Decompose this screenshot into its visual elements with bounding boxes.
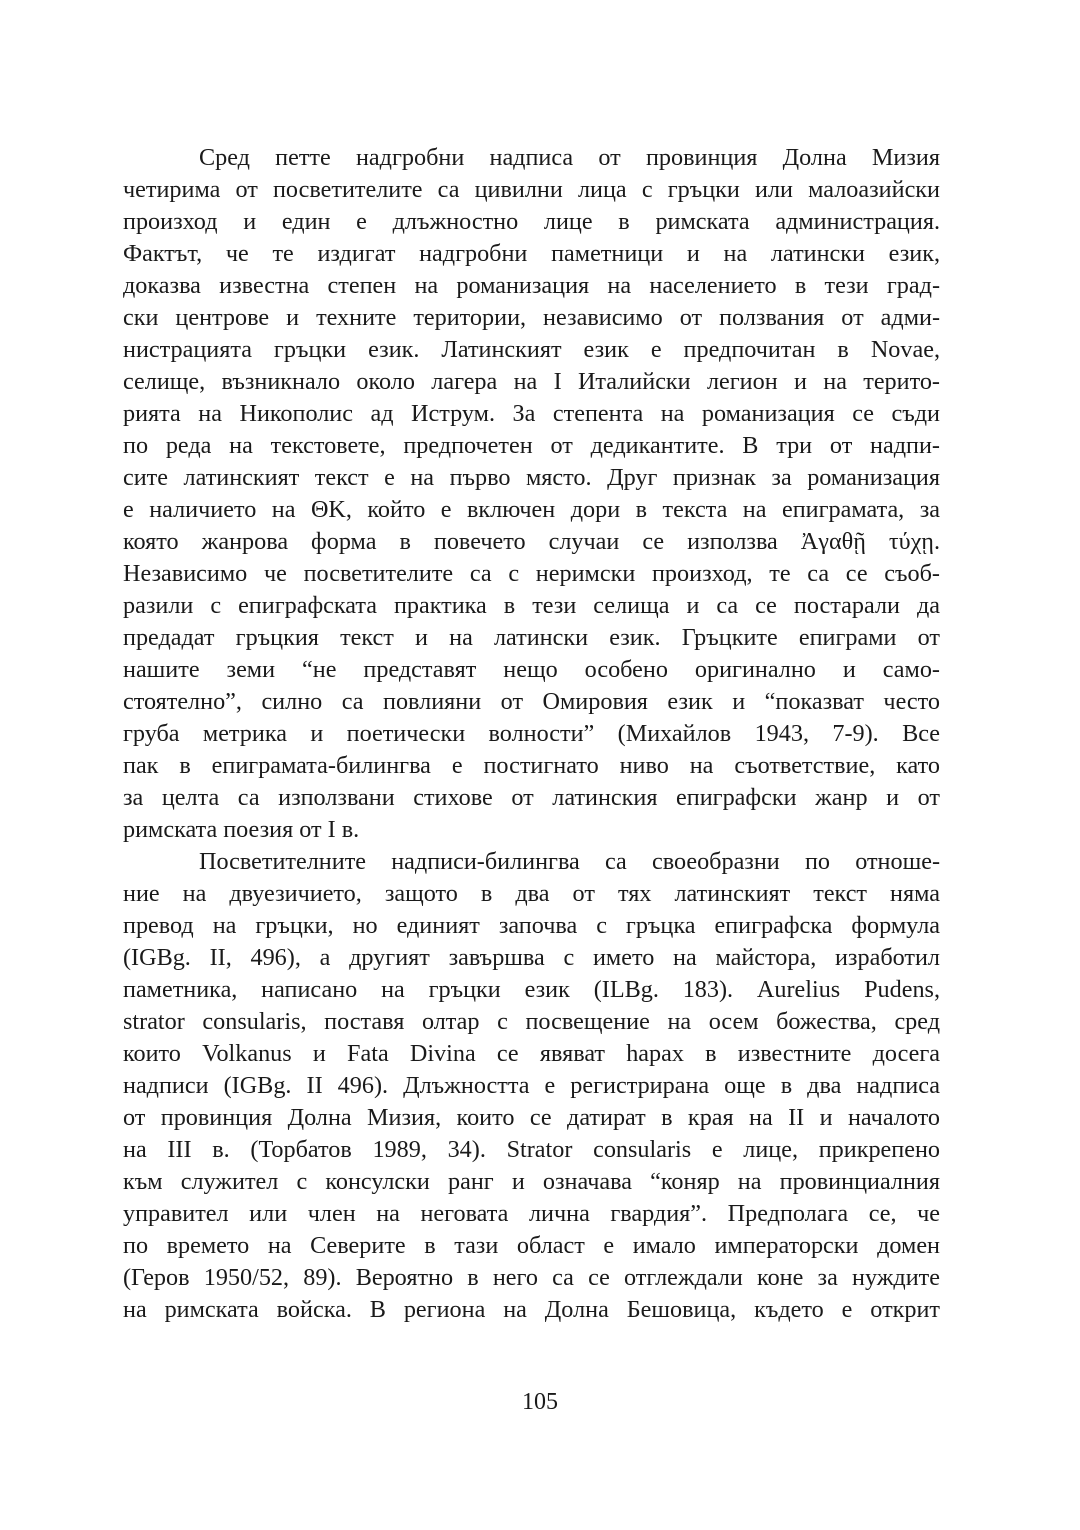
- text-line: рията на Никополис ад Иструм. За степента на романизация се съди: [123, 400, 940, 427]
- text-line: която жанрова форма в повечето случаи се използва Ἀγαθῇ τύχῃ.: [123, 528, 940, 555]
- text-line: Посветителните надписи-билингва са своеобразни по отноше-: [199, 848, 940, 875]
- text-line: произход и един е длъжностно лице в римската администрация.: [123, 208, 940, 235]
- text-line: сите латинският текст е на първо място. Друг признак за романизация: [123, 464, 940, 491]
- text-line: разили с епиграфската практика в тези селища и са се постарали да: [123, 592, 940, 619]
- text-line: (IGBg. II, 496), а другият завършва с името на майстора, изработил: [123, 944, 940, 971]
- text-line: от провинция Долна Мизия, които се датират в края на II и началото: [123, 1104, 940, 1131]
- text-line: по реда на текстовете, предпочетен от дедикантите. В три от надпи-: [123, 432, 940, 459]
- text-line: Сред петте надгробни надписа от провинция Долна Мизия: [199, 144, 940, 171]
- text-line: груба метрика и поетически волности” (Михайлов 1943, 7-9). Все: [123, 720, 940, 747]
- text-line: на III в. (Торбатов 1989, 34). Strator consularis е лице, прикрепено: [123, 1136, 940, 1163]
- text-line: е наличието на ΘΚ, който е включен дори в текста на епиграмата, за: [123, 496, 940, 523]
- text-line: ски центрове и техните територии, независимо от ползвания от адми-: [123, 304, 940, 331]
- page-body: [123, 142, 940, 1326]
- text-line: към служител с консулски ранг и означава “коняр на провинциалния: [123, 1168, 940, 1195]
- text-line: (Геров 1950/52, 89). Вероятно в него са се отглеждали коне за нуждите: [123, 1264, 940, 1291]
- paragraph-1: [123, 142, 940, 846]
- text-line: нистрацията гръцки език. Латинският език е предпочитан в Novae,: [123, 336, 940, 363]
- text-line: нашите земи “не представят нещо особено оригинално и само-: [123, 656, 940, 683]
- text-line: пак в епиграмата-билингва е постигнато ниво на съответствие, като: [123, 752, 940, 779]
- page-number: 105: [522, 1389, 558, 1415]
- text-line: които Volkanus и Fata Divina се явяват hapax в известните досега: [123, 1040, 940, 1067]
- text-line: за целта са използвани стихове от латинския епиграфски жанр и от: [123, 784, 940, 811]
- text-line: предадат гръцкия текст и на латински език. Гръцките епиграми от: [123, 624, 940, 651]
- text-line: четирима от посветителите са цивилни лица с гръцки или малоазийски: [123, 176, 940, 203]
- text-line: превод на гръцки, но единият започва с гръцка епиграфска формула: [123, 912, 940, 939]
- text-line: Фактът, че те издигат надгробни паметници и на латински език,: [123, 240, 940, 267]
- text-line: по времето на Северите в тази област е имало императорски домен: [123, 1232, 940, 1259]
- text-line: стоятелно”, силно са повлияни от Омировия език и “показват често: [123, 688, 940, 715]
- text-line: римската поезия от I в.: [123, 816, 360, 843]
- text-line: паметника, написано на гръцки език (ILBg. 183). Aurelius Pudens,: [123, 976, 940, 1003]
- paragraph-2: [123, 846, 940, 1326]
- text-line: на римската войска. В региона на Долна Бешовица, където е открит: [123, 1296, 940, 1323]
- text-line: надписи (IGBg. II 496). Длъжността е регистрирана още в два надписа: [123, 1072, 940, 1099]
- text-line: доказва известна степен на романизация на населението в тези град-: [123, 272, 940, 299]
- text-line: ние на двуезичието, защото в два от тях латинският текст няма: [123, 880, 940, 907]
- text-line: Независимо че посветителите са с неримски произход, те са се съоб-: [123, 560, 940, 587]
- text-line: strator consularis, поставя олтар с посвещение на осем божества, сред: [123, 1008, 940, 1035]
- text-line: управител или член на неговата лична гвардия”. Предполага се, че: [123, 1200, 940, 1227]
- text-line: селище, възникнало около лагера на I Италийски легион и на терито-: [123, 368, 940, 395]
